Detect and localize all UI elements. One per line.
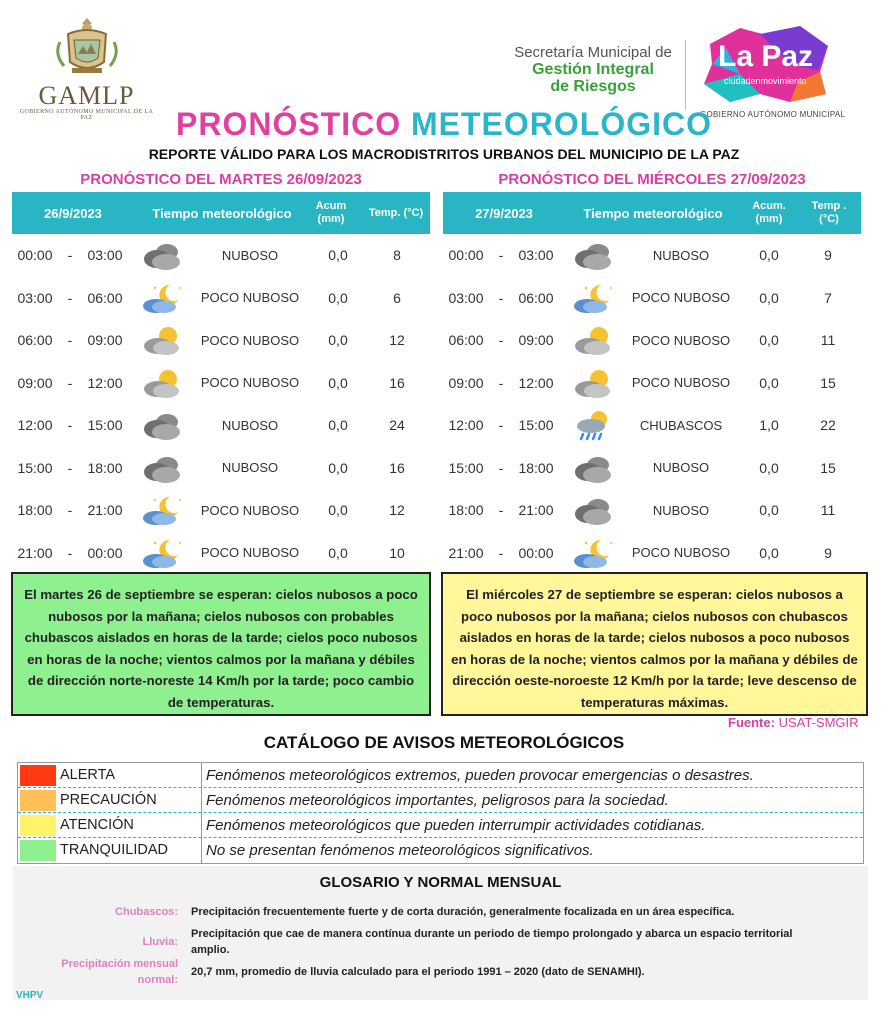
time-separator: -: [498, 332, 504, 349]
forecast-panel-title: PRONÓSTICO DEL MIÉRCOLES 27/09/2023: [498, 171, 806, 188]
time-separator: -: [498, 502, 504, 519]
source-label: [728, 715, 859, 730]
precipitation-value: 0,0: [328, 459, 348, 476]
time-separator: -: [67, 502, 73, 519]
time-start: 03:00: [17, 289, 53, 306]
time-end: 00:00: [518, 544, 554, 561]
cloudy-icon: [140, 409, 184, 443]
glossary-term: Chubascos:: [115, 906, 178, 918]
catalog-row-precaucion: [18, 788, 863, 813]
time-start: 21:00: [448, 544, 484, 561]
temperature-value: 6: [393, 289, 401, 306]
time-start: 15:00: [448, 459, 484, 476]
time-start: 09:00: [17, 374, 53, 391]
temperature-value: 22: [820, 417, 836, 434]
catalog-row-alerta: [18, 763, 863, 788]
catalog-label: TRANQUILIDAD: [60, 842, 168, 858]
summary-tuesday: El martes 26 de septiembre se esperan: cielos nubosos a poco nubosos por la mañana; cielos nubosos con probables chubascos aislados en horas de la tarde; cielos poco nubosos en horas de la noche; vientos calmos por la mañana y débiles de dirección norte-noreste 14 Km/h por la tarde; poco cambio de temperaturas.: [11, 572, 431, 716]
gamlp-logo: [14, 14, 159, 121]
temperature-value: 12: [389, 332, 405, 349]
precipitation-value: 0,0: [759, 332, 779, 349]
temperature-value: 15: [820, 459, 836, 476]
forecast-table-header: [12, 192, 430, 234]
gamlp-full-name: GOBIERNO AUTÓNOMO MUNICIPAL DE LA PAZ: [19, 109, 154, 121]
time-end: 03:00: [518, 247, 554, 264]
time-end: 15:00: [518, 417, 554, 434]
forecast-panel-title: PRONÓSTICO DEL MARTES 26/09/2023: [80, 171, 362, 188]
forecast-row: [443, 277, 861, 320]
footer-code: VHPV: [16, 990, 44, 1001]
gamlp-name: GAMLP: [38, 81, 135, 110]
precipitation-value: 1,0: [759, 417, 779, 434]
time-separator: -: [498, 374, 504, 391]
forecast-row: [443, 404, 861, 447]
secretaria-logo: [508, 44, 678, 95]
time-end: 12:00: [87, 374, 123, 391]
catalog-separator: [201, 788, 202, 813]
page-title-part-2: METEOROLÓGICO: [411, 106, 712, 142]
forecast-row: [443, 362, 861, 405]
time-separator: -: [67, 544, 73, 561]
weather-description: NUBOSO: [652, 247, 710, 263]
time-separator: -: [67, 247, 73, 264]
time-start: 00:00: [17, 247, 53, 264]
moon-cloud-icon: [140, 537, 184, 571]
warning-catalog: [17, 762, 864, 864]
time-start: 03:00: [448, 289, 484, 306]
glossary: [13, 866, 868, 1000]
header-temp: Temp . (°C): [811, 200, 847, 225]
precipitation-value: 0,0: [759, 459, 779, 476]
temperature-value: 7: [824, 289, 832, 306]
time-separator: -: [67, 374, 73, 391]
glossary-definition: Precipitación que cae de manera contínua durante un periodo de tiempo prolongado y abarca un espacio territorial amplio.: [191, 928, 793, 956]
sun-cloud-icon: [571, 324, 615, 358]
time-end: 15:00: [87, 417, 123, 434]
time-start: 18:00: [448, 502, 484, 519]
time-start: 09:00: [448, 374, 484, 391]
time-separator: -: [67, 289, 73, 306]
forecast-row: [443, 447, 861, 490]
header-date: 26/9/2023: [44, 205, 102, 221]
forecast-row: [12, 319, 430, 362]
weather-description: POCO NUBOSO: [631, 375, 731, 391]
forecast-table-header: [443, 192, 861, 234]
header-temp: Temp. (°C): [368, 206, 424, 219]
temperature-value: 24: [389, 417, 405, 434]
page-subtitle: REPORTE VÁLIDO PARA LOS MACRODISTRITOS URBANOS DEL MUNICIPIO DE LA PAZ: [148, 146, 740, 162]
weather-description: POCO NUBOSO: [200, 375, 300, 391]
forecast-panel-tuesday: [12, 168, 430, 574]
catalog-description: Fenómenos meteorológicos que pueden interrumpir actividades cotidianas.: [206, 817, 706, 834]
glossary-term: Precipitación mensual normal:: [61, 958, 178, 986]
time-start: 15:00: [17, 459, 53, 476]
weather-description: CHUBASCOS: [639, 417, 723, 433]
weather-description: POCO NUBOSO: [631, 545, 731, 561]
catalog-row-atencion: [18, 813, 863, 838]
weather-description: POCO NUBOSO: [631, 290, 731, 306]
glossary-title: GLOSARIO Y NORMAL MENSUAL: [319, 874, 562, 891]
temperature-value: 12: [389, 502, 405, 519]
summary-wednesday: El miércoles 27 de septiembre se esperan: cielos nubosos a poco nubosos por la mañana; cielos nubosos con chubascos aislados en horas de la tarde; cielos nubosos a poco nubosos en horas de la noche; vientos calmos por la mañana y débiles de dirección oeste-noroeste 12 Km/h por la tarde; leve descenso de temperaturas máximas.: [441, 572, 868, 716]
header-divider: [685, 40, 686, 110]
time-separator: -: [498, 417, 504, 434]
glossary-definition: 20,7 mm, promedio de lluvia calculado para el periodo 1991 – 2020 (dato de SENAMHI).: [191, 966, 645, 978]
weather-description: NUBOSO: [221, 460, 279, 476]
header: [0, 0, 888, 122]
catalog-description: Fenómenos meteorológicos extremos, pueden provocar emergencias o desastres.: [206, 767, 754, 784]
precipitation-value: 0,0: [328, 289, 348, 306]
header-acum: Acum (mm): [315, 200, 347, 225]
atencion-color-swatch: [20, 815, 56, 836]
temperature-value: 16: [389, 459, 405, 476]
time-end: 06:00: [87, 289, 123, 306]
secretaria-line-2: Gestión Integral: [532, 61, 654, 78]
time-end: 06:00: [518, 289, 554, 306]
time-end: 18:00: [518, 459, 554, 476]
weather-description: POCO NUBOSO: [200, 332, 300, 348]
precipitation-value: 0,0: [328, 332, 348, 349]
forecast-row: [12, 277, 430, 320]
tranquilidad-color-swatch: [20, 840, 56, 861]
page-title-part-1: PRONÓSTICO: [175, 106, 402, 142]
source-value: USAT-SMGIR: [778, 715, 859, 730]
forecast-row: [443, 489, 861, 532]
temperature-value: 15: [820, 374, 836, 391]
weather-description: NUBOSO: [221, 247, 279, 263]
weather-description: NUBOSO: [652, 460, 710, 476]
la-paz-logo-tagline: ciudadenmovimiento: [724, 76, 807, 86]
forecast-row: [443, 234, 861, 277]
precipitation-value: 0,0: [328, 374, 348, 391]
secretaria-line-1: Secretaría Municipal de: [514, 44, 672, 61]
temperature-value: 10: [389, 544, 405, 561]
rain-sun-icon: [571, 409, 615, 443]
time-end: 21:00: [518, 502, 554, 519]
header-acum: Acum. (mm): [752, 200, 786, 225]
forecast-row: [12, 362, 430, 405]
catalog-separator: [201, 763, 202, 788]
temperature-value: 11: [820, 332, 836, 349]
temperature-value: 9: [824, 247, 832, 264]
catalog-separator: [201, 813, 202, 838]
sun-cloud-icon: [140, 324, 184, 358]
temperature-value: 8: [393, 247, 401, 264]
weather-description: NUBOSO: [221, 417, 279, 433]
time-start: 12:00: [17, 417, 53, 434]
time-end: 09:00: [87, 332, 123, 349]
header-date: 27/9/2023: [475, 205, 533, 221]
precipitation-value: 0,0: [759, 247, 779, 264]
source-prefix: Fuente:: [728, 715, 775, 730]
time-end: 12:00: [518, 374, 554, 391]
page-title: [0, 106, 888, 143]
precipitation-value: 0,0: [328, 502, 348, 519]
cloudy-icon: [140, 239, 184, 273]
coat-of-arms-icon: [52, 14, 122, 78]
precipitation-value: 0,0: [328, 247, 348, 264]
forecast-row: [12, 234, 430, 277]
forecast-row: [12, 489, 430, 532]
la-paz-logo: [700, 24, 832, 104]
time-start: 12:00: [448, 417, 484, 434]
sun-cloud-icon: [140, 367, 184, 401]
time-separator: -: [498, 289, 504, 306]
time-start: 21:00: [17, 544, 53, 561]
time-start: 18:00: [17, 502, 53, 519]
forecast-row: [12, 532, 430, 575]
precaucion-color-swatch: [20, 790, 56, 811]
weather-description: NUBOSO: [652, 502, 710, 518]
cloudy-icon: [571, 239, 615, 273]
forecast-row: [12, 404, 430, 447]
time-end: 09:00: [518, 332, 554, 349]
moon-cloud-icon: [140, 494, 184, 528]
temperature-value: 11: [820, 502, 836, 519]
catalog-row-tranquilidad: [18, 838, 863, 863]
time-start: 06:00: [448, 332, 484, 349]
time-start: 06:00: [17, 332, 53, 349]
precipitation-value: 0,0: [328, 544, 348, 561]
catalog-separator: [201, 838, 202, 863]
forecast-row: [12, 447, 430, 490]
sun-cloud-icon: [571, 367, 615, 401]
la-paz-logo-title: La Paz: [718, 40, 814, 73]
time-start: 00:00: [448, 247, 484, 264]
moon-cloud-icon: [571, 282, 615, 316]
weather-description: POCO NUBOSO: [631, 332, 731, 348]
catalog-label: PRECAUCIÓN: [60, 792, 157, 808]
time-separator: -: [67, 417, 73, 434]
secretaria-line-3: de Riesgos: [550, 78, 636, 95]
time-end: 18:00: [87, 459, 123, 476]
catalog-description: No se presentan fenómenos meteorológicos significativos.: [206, 842, 594, 859]
temperature-value: 16: [389, 374, 405, 391]
time-separator: -: [498, 544, 504, 561]
moon-cloud-icon: [140, 282, 184, 316]
cloudy-icon: [140, 452, 184, 486]
time-end: 03:00: [87, 247, 123, 264]
weather-description: POCO NUBOSO: [200, 290, 300, 306]
forecast-panel-wednesday: [443, 168, 861, 574]
forecast-rows: [443, 234, 861, 574]
time-end: 00:00: [87, 544, 123, 561]
time-separator: -: [498, 459, 504, 476]
forecast-row: [443, 532, 861, 575]
catalog-label: ALERTA: [60, 767, 116, 783]
time-separator: -: [498, 247, 504, 264]
temperature-value: 9: [824, 544, 832, 561]
time-separator: -: [67, 332, 73, 349]
catalog-description: Fenómenos meteorológicos importantes, peligrosos para la sociedad.: [206, 792, 669, 809]
precipitation-value: 0,0: [759, 544, 779, 561]
moon-cloud-icon: [571, 537, 615, 571]
glossary-definition: Precipitación frecuentemente fuerte y de corta duración, generalmente focalizada en un área específica.: [191, 906, 735, 918]
weather-description: POCO NUBOSO: [200, 545, 300, 561]
precipitation-value: 0,0: [759, 374, 779, 391]
precipitation-value: 0,0: [759, 502, 779, 519]
header-weather: Tiempo meteorológico: [152, 205, 292, 221]
time-end: 21:00: [87, 502, 123, 519]
precipitation-value: 0,0: [759, 289, 779, 306]
cloudy-icon: [571, 494, 615, 528]
gobierno-label: GOBIERNO AUTÓNOMO MUNICIPAL: [700, 110, 846, 119]
header-weather: Tiempo meteorológico: [583, 205, 723, 221]
catalog-label: ATENCIÓN: [60, 817, 134, 833]
alerta-color-swatch: [20, 765, 56, 786]
time-separator: -: [67, 459, 73, 476]
weather-description: POCO NUBOSO: [200, 502, 300, 518]
glossary-term: Lluvia:: [142, 936, 178, 948]
cloudy-icon: [571, 452, 615, 486]
forecast-rows: [12, 234, 430, 574]
precipitation-value: 0,0: [328, 417, 348, 434]
catalog-title: CATÁLOGO DE AVISOS METEOROLÓGICOS: [263, 733, 625, 752]
forecast-row: [443, 319, 861, 362]
